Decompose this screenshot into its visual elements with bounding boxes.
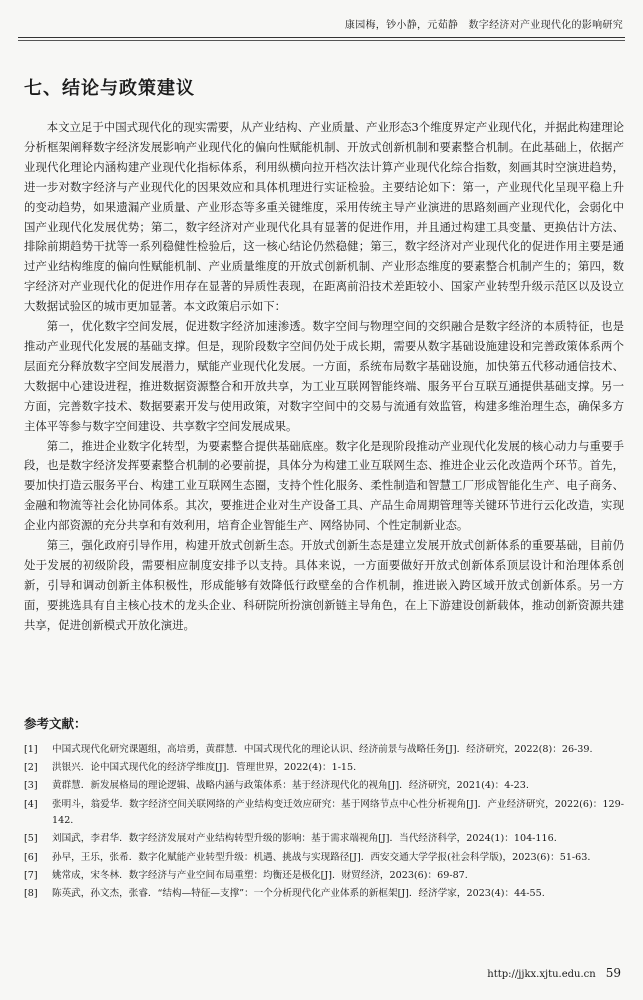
header-rule bbox=[18, 37, 625, 38]
reference-text: 张明斗，翁爱华．数字经济空间关联网络的产业结构变迁效应研究：基于网络节点中心性分析视角[J]．产业经济研究，2022(6)：129-142. bbox=[52, 798, 624, 827]
reference-number: [5] bbox=[24, 833, 38, 845]
paragraph-policy-3: 第三，强化政府引导作用，构建开放式创新生态。开放式创新生态是建立发展开放式创新体系的重要基础，目前仍处于发展的初级阶段，需要相应制度安排予以支持。具体来说，一方面要做好开放式创新体系顶层设计和治理体系创新，引导和调动创新主体积极性，形成能够有效降低行政壁垒的合作机制，推进嵌入跨区域开放式创新体系。另一方面，要挑选具有自主核心技术的龙头企业、科研院所扮演创新链主导角色，在上下游建设创新载体，推动创新资源共建共享，促进创新模式开放化演进。 bbox=[24, 538, 624, 632]
reference-number: [1] bbox=[24, 744, 38, 755]
reference-text: 姚常成，宋冬林．数字经济与产业空间布局重塑：均衡还是极化[J]．财贸经济，2023(6)：69-87. bbox=[52, 869, 468, 881]
running-head: 康园梅，钞小静，元茹静 数字经济对产业现代化的影响研究 bbox=[344, 20, 623, 31]
reference-number: [6] bbox=[24, 851, 38, 863]
reference-number: [7] bbox=[24, 869, 38, 881]
page-number: 59 bbox=[605, 966, 621, 980]
header-rule-thin bbox=[18, 40, 625, 41]
reference-text: 中国式现代化研究课题组，高培勇，黄群慧．中国式现代化的理论认识、经济前景与战略任务[J]．经济研究，2022(8)：26-39. bbox=[52, 744, 593, 755]
paragraph-policy-2: 第二，推进企业数字化转型，为要素整合提供基础底座。数字化是现阶段推动产业现代化发展的核心动力与重要手段，也是数字经济发挥要素整合机制的必要前提，具体分为构建工业互联网生态、推进企业云化改造两个环节。首先，要加快打造云服务平台、构建工业互联网生态圈，支持个性化服务、柔性制造和智慧工厂形成智能化生产、电子商务、金融和物流等社会化协同体系。其次，要推进企业对生产设备工具、产品生命周期管理等关键环节进行云化改造，实现企业内部资源的充分共享和有效利用，培育企业智能生产、网络协同、个性定制新业态。 bbox=[24, 438, 624, 533]
section-title: 七、结论与政策建议 bbox=[24, 78, 195, 99]
reference-item bbox=[24, 831, 624, 848]
reference-item bbox=[24, 778, 624, 795]
body-text bbox=[24, 118, 624, 636]
reference-text: 孙早，王乐，张希．数字化赋能产业转型升级：机遇、挑战与实现路径[J]．西安交通大学学报(社会科学版)，2023(6)：51-63. bbox=[52, 851, 591, 863]
references-title: 参考文献： bbox=[24, 716, 87, 731]
reference-text: 刘国武，李君华．数字经济发展对产业结构转型升级的影响：基于需求端视角[J]．当代经济科学，2024(1)：104-116. bbox=[52, 833, 557, 845]
reference-number: [3] bbox=[24, 780, 38, 792]
paragraph-conclusions: 本文立足于中国式现代化的现实需要，从产业结构、产业质量、产业形态3个维度界定产业现代化，并据此构建理论分析框架阐释数字经济发展影响产业现代化的偏向性赋能机制、开放式创新机制和要素整合机制。在此基础上，依据产业现代化理论内涵构建产业现代化指标体系，利用纵横向拉开档次法计算产业现代化综合指数，刻画其时空演进趋势，进一步对数字经济与产业现代化的因果效应和具体机理进行实证检验。主要结论如下：第一，产业现代化呈现平稳上升的变动趋势，如果遗漏产业质量、产业形态等多重关键维度，采用传统主导产业演进的思路刻画产业现代化，会弱化中国产业现代化发展优势；第二，数字经济对产业现代化具有显著的促进作用，并且通过构建工具变量、更换估计方法、排除前期趋势干扰等一系列稳健性检验后，这一核心结论仍然稳健；第三，数字经济对产业现代化的促进作用主要是通过产业结构维度的偏向性赋能机制、产业质量维度的开放式创新机制、产业形态维度的要素整合机制产生的；第四，数字经济对产业现代化的促进作用存在显著的异质性表现，在距离前沿技术差距较小、国家产业转型升级示范区以及设立大数据试验区的城市更加显著。本文政策启示如下： bbox=[24, 120, 624, 314]
paragraph-policy-1: 第一，优化数字空间发展，促进数字经济加速渗透。数字空间与物理空间的交织融合是数字经济的本质特征，也是推动产业现代化发展的基础支撑。但是，现阶段数字空间仍处于成长期，需要从数字基础设施建设和完善政策体系两个层面充分释放数字空间发展潜力，赋能产业现代化发展。一方面，系统布局数字基础设施，加快第五代移动通信技术、大数据中心建设进程，推进数据资源整合和开放共享，为工业互联网智能终端、服务平台互联互通提供基础支撑。另一方面，完善数字技术、数据要素开发与使用政策，对数字空间中的交易与流通有效监管，构建多维治理生态，确保多方主体平等参与数字空间建设、共享数字空间发展成果。 bbox=[24, 319, 624, 433]
reference-item bbox=[24, 886, 624, 903]
references-list bbox=[24, 742, 624, 904]
journal-url[interactable]: http://jjkx.xjtu.edu.cn bbox=[487, 969, 596, 980]
reference-item bbox=[24, 742, 624, 759]
reference-text: 陈英武，孙文杰，张睿．“结构—特征—支撑”：一个分析现代化产业体系的新框架[J]．经济学家，2023(4)：44-55. bbox=[52, 887, 545, 899]
reference-item bbox=[24, 797, 624, 830]
reference-text: 黄群慧．新发展格局的理论逻辑、战略内涵与政策体系：基于经济现代化的视角[J]．经济研究，2021(4)：4-23. bbox=[52, 780, 529, 792]
reference-number: [4] bbox=[24, 798, 38, 810]
page-footer bbox=[487, 966, 621, 980]
reference-item bbox=[24, 760, 624, 777]
reference-item bbox=[24, 850, 624, 867]
reference-item bbox=[24, 868, 624, 885]
reference-text: 洪银兴．论中国式现代化的经济学维度[J]．管理世界，2022(4)：1-15. bbox=[52, 762, 357, 774]
reference-number: [8] bbox=[24, 887, 38, 899]
reference-number: [2] bbox=[24, 762, 38, 774]
